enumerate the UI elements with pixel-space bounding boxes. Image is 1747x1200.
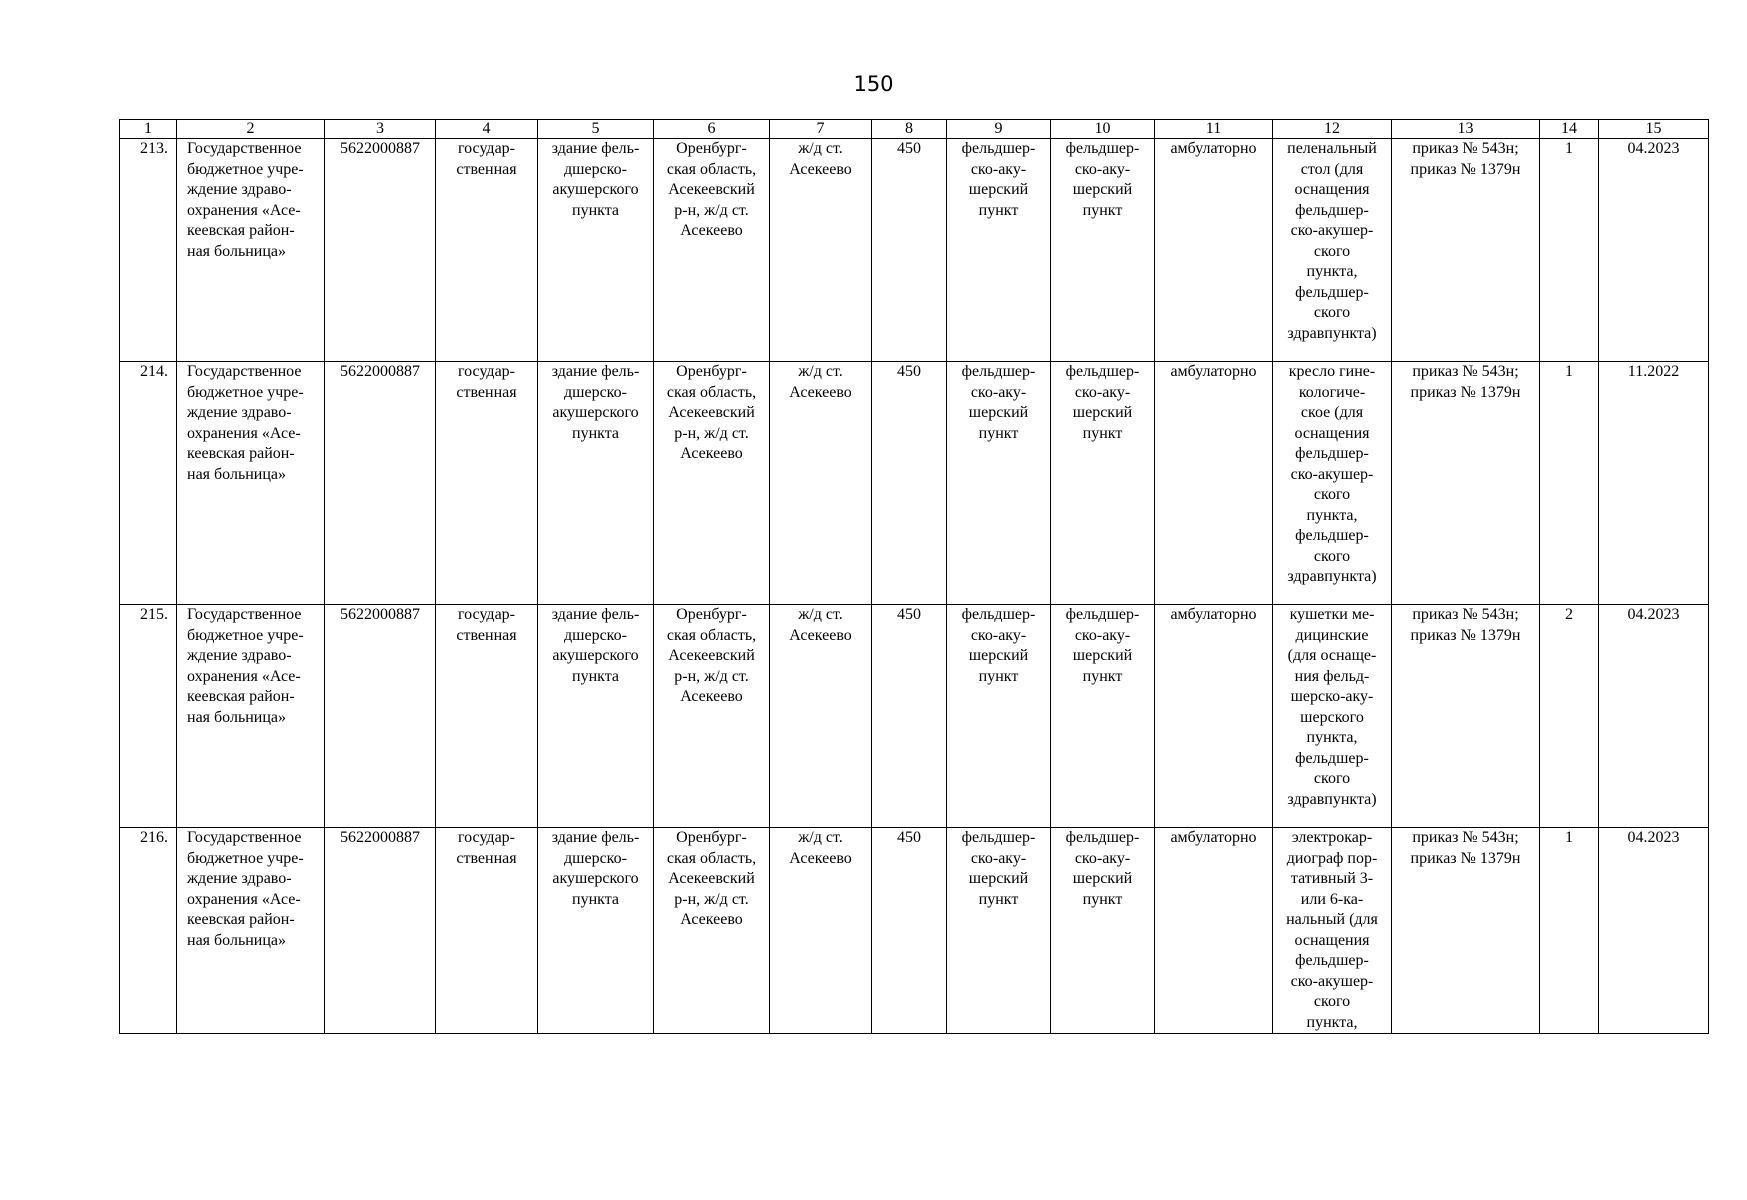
date-cell: 04.2023 — [1599, 605, 1709, 828]
data-table — [119, 119, 1709, 1034]
col9-cell: фельдшер- ско-аку- шерский пункт — [947, 605, 1051, 828]
ownership-cell: государ- ственная — [436, 605, 538, 828]
col10-cell: фельдшер- ско-аку- шерский пункт — [1051, 828, 1155, 1034]
column-header: 2 — [177, 120, 325, 139]
row-number: 213. — [120, 139, 177, 362]
column-header: 9 — [947, 120, 1051, 139]
building-cell: здание фель- дшерско- акушерского пункта — [538, 828, 654, 1034]
quantity-cell: 1 — [1540, 362, 1599, 605]
ownership-cell: государ- ственная — [436, 828, 538, 1034]
inn-cell: 5622000887 — [325, 139, 436, 362]
orders-cell: приказ № 543н; приказ № 1379н — [1392, 605, 1540, 828]
column-header: 12 — [1273, 120, 1392, 139]
column-header: 14 — [1540, 120, 1599, 139]
building-cell: здание фель- дшерско- акушерского пункта — [538, 362, 654, 605]
column-header: 4 — [436, 120, 538, 139]
organization-cell: Государственное бюджетное учре- ждение здраво- охранения «Асе- кеевская район- ная больница» — [177, 828, 325, 1034]
equipment-cell: пеленальный стол (для оснащения фельдшер- ско-акушер- ского пункта, фельдшер- ского здравпункта) — [1273, 139, 1392, 362]
quantity-cell: 2 — [1540, 605, 1599, 828]
column-header: 1 — [120, 120, 177, 139]
column-header: 13 — [1392, 120, 1540, 139]
table-row — [120, 828, 1709, 1034]
organization-cell: Государственное бюджетное учре- ждение здраво- охранения «Асе- кеевская район- ная больница» — [177, 605, 325, 828]
address-cell: Оренбург- ская область, Асекеевский р-н, ж/д ст. Асекеево — [654, 139, 770, 362]
column-header: 3 — [325, 120, 436, 139]
locality-cell: ж/д ст. Асекеево — [770, 605, 872, 828]
address-cell: Оренбург- ская область, Асекеевский р-н, ж/д ст. Асекеево — [654, 605, 770, 828]
col8-cell: 450 — [872, 362, 947, 605]
col9-cell: фельдшер- ско-аку- шерский пункт — [947, 139, 1051, 362]
address-cell: Оренбург- ская область, Асекеевский р-н, ж/д ст. Асекеево — [654, 828, 770, 1034]
organization-cell: Государственное бюджетное учре- ждение здраво- охранения «Асе- кеевская район- ная больница» — [177, 362, 325, 605]
table-row — [120, 362, 1709, 605]
quantity-cell: 1 — [1540, 828, 1599, 1034]
care-type-cell: амбулаторно — [1155, 828, 1273, 1034]
row-number: 215. — [120, 605, 177, 828]
col10-cell: фельдшер- ско-аку- шерский пункт — [1051, 362, 1155, 605]
care-type-cell: амбулаторно — [1155, 605, 1273, 828]
equipment-cell: кушетки ме- дицинские (для оснаще- ния фельд- шерско-аку- шерского пункта, фельдшер- ского здравпункта) — [1273, 605, 1392, 828]
equipment-cell: кресло гине- кологиче- ское (для оснащения фельдшер- ско-акушер- ского пункта, фельдшер- ского здравпункта) — [1273, 362, 1392, 605]
building-cell: здание фель- дшерско- акушерского пункта — [538, 139, 654, 362]
col9-cell: фельдшер- ско-аку- шерский пункт — [947, 362, 1051, 605]
inn-cell: 5622000887 — [325, 605, 436, 828]
column-header: 10 — [1051, 120, 1155, 139]
row-number: 214. — [120, 362, 177, 605]
column-header: 15 — [1599, 120, 1709, 139]
care-type-cell: амбулаторно — [1155, 139, 1273, 362]
orders-cell: приказ № 543н; приказ № 1379н — [1392, 362, 1540, 605]
page-number: 150 — [853, 72, 894, 96]
col9-cell: фельдшер- ско-аку- шерский пункт — [947, 828, 1051, 1034]
column-header: 8 — [872, 120, 947, 139]
ownership-cell: государ- ственная — [436, 139, 538, 362]
column-header: 11 — [1155, 120, 1273, 139]
col8-cell: 450 — [872, 139, 947, 362]
column-header: 5 — [538, 120, 654, 139]
quantity-cell: 1 — [1540, 139, 1599, 362]
col8-cell: 450 — [872, 828, 947, 1034]
table-row — [120, 139, 1709, 362]
ownership-cell: государ- ственная — [436, 362, 538, 605]
building-cell: здание фель- дшерско- акушерского пункта — [538, 605, 654, 828]
row-number: 216. — [120, 828, 177, 1034]
date-cell: 04.2023 — [1599, 828, 1709, 1034]
header-row — [120, 120, 1709, 139]
inn-cell: 5622000887 — [325, 828, 436, 1034]
col10-cell: фельдшер- ско-аку- шерский пункт — [1051, 605, 1155, 828]
date-cell: 04.2023 — [1599, 139, 1709, 362]
column-header: 6 — [654, 120, 770, 139]
date-cell: 11.2022 — [1599, 362, 1709, 605]
care-type-cell: амбулаторно — [1155, 362, 1273, 605]
orders-cell: приказ № 543н; приказ № 1379н — [1392, 828, 1540, 1034]
locality-cell: ж/д ст. Асекеево — [770, 139, 872, 362]
col8-cell: 450 — [872, 605, 947, 828]
col10-cell: фельдшер- ско-аку- шерский пункт — [1051, 139, 1155, 362]
locality-cell: ж/д ст. Асекеево — [770, 828, 872, 1034]
address-cell: Оренбург- ская область, Асекеевский р-н, ж/д ст. Асекеево — [654, 362, 770, 605]
orders-cell: приказ № 543н; приказ № 1379н — [1392, 139, 1540, 362]
organization-cell: Государственное бюджетное учре- ждение здраво- охранения «Асе- кеевская район- ная больница» — [177, 139, 325, 362]
table-row — [120, 605, 1709, 828]
locality-cell: ж/д ст. Асекеево — [770, 362, 872, 605]
equipment-cell: электрокар- диограф пор- тативный 3- или 6-ка- нальный (для оснащения фельдшер- ско-акушер- ского пункта, — [1273, 828, 1392, 1034]
column-header: 7 — [770, 120, 872, 139]
inn-cell: 5622000887 — [325, 362, 436, 605]
